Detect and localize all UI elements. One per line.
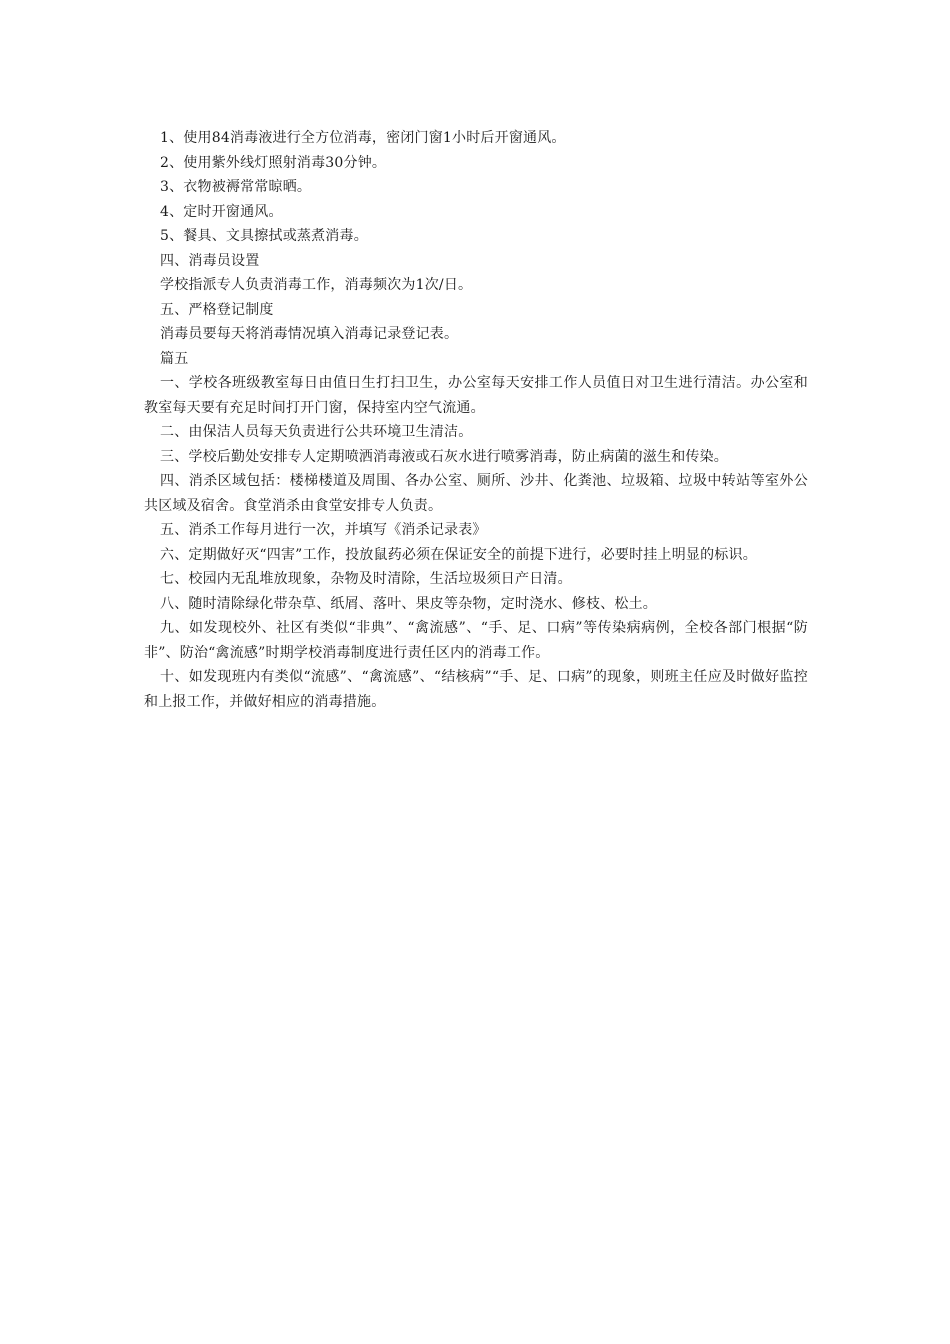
section-heading-registration: 五、严格登记制度 [160,301,274,318]
paragraph-item-1: 1、使用84消毒液进行全方位消毒，密闭门窗1小时后开窗通风。 [160,130,566,146]
rule-item-3: 三、学校后勤处安排专人定期喷洒消毒液或石灰水进行喷雾消毒，防止病菌的滋生和传染。 [160,448,728,465]
rule-item-2: 二、由保洁人员每天负责进行公共环境卫生清洁。 [160,424,473,440]
section-heading-disinfector: 四、消毒员设置 [160,252,260,269]
rule-item-5: 五、消杀工作每月进行一次，并填写《消杀记录表》 [160,522,487,538]
rule-item-4: 四、消杀区域包括：楼梯楼道及周围、各办公室、厕所、沙井、化粪池、垃圾箱、垃圾中转站等室外公共区域及宿舍。食堂消杀由食堂安排专人负责。 [144,473,808,514]
paragraph-registration: 消毒员要每天将消毒情况填入消毒记录登记表。 [160,326,459,342]
rule-item-8: 八、随时清除绿化带杂草、纸屑、落叶、果皮等杂物，定时浇水、修枝、松土。 [160,595,657,612]
paragraph-item-5: 5、餐具、文具擦拭或蒸煮消毒。 [160,228,368,244]
paragraph-disinfector: 学校指派专人负责消毒工作，消毒频次为1次/日。 [160,277,473,293]
document-body [144,126,808,714]
rule-item-7: 七、校园内无乱堆放现象，杂物及时清除，生活垃圾须日产日清。 [160,571,572,587]
paragraph-item-4: 4、定时开窗通风。 [160,203,283,220]
paragraph-item-2: 2、使用紫外线灯照射消毒30分钟。 [160,154,387,171]
rule-item-6: 六、定期做好灭“四害”工作，投放鼠药必须在保证安全的前提下进行，必要时挂上明显的标识。 [160,546,757,563]
rule-item-10: 十、如发现班内有类似“流感”、“禽流感”、“结核病”“手、足、口病”的现象，则班主任应及时做好监控和上报工作，并做好相应的消毒措施。 [144,669,808,710]
rule-item-9: 九、如发现校外、社区有类似“非典”、“禽流感”、“手、足、口病”等传染病病例，全校各部门根据“防非”、防治“禽流感”时期学校消毒制度进行责任区内的消毒工作。 [144,620,808,661]
paragraph-item-3: 3、衣物被褥常常晾晒。 [160,179,312,195]
chapter-heading: 篇五 [160,350,189,367]
rule-item-1: 一、学校各班级教室每日由值日生打扫卫生，办公室每天安排工作人员值日对卫生进行清洁。办公室和教室每天要有充足时间打开门窗，保持室内空气流通。 [144,375,808,416]
